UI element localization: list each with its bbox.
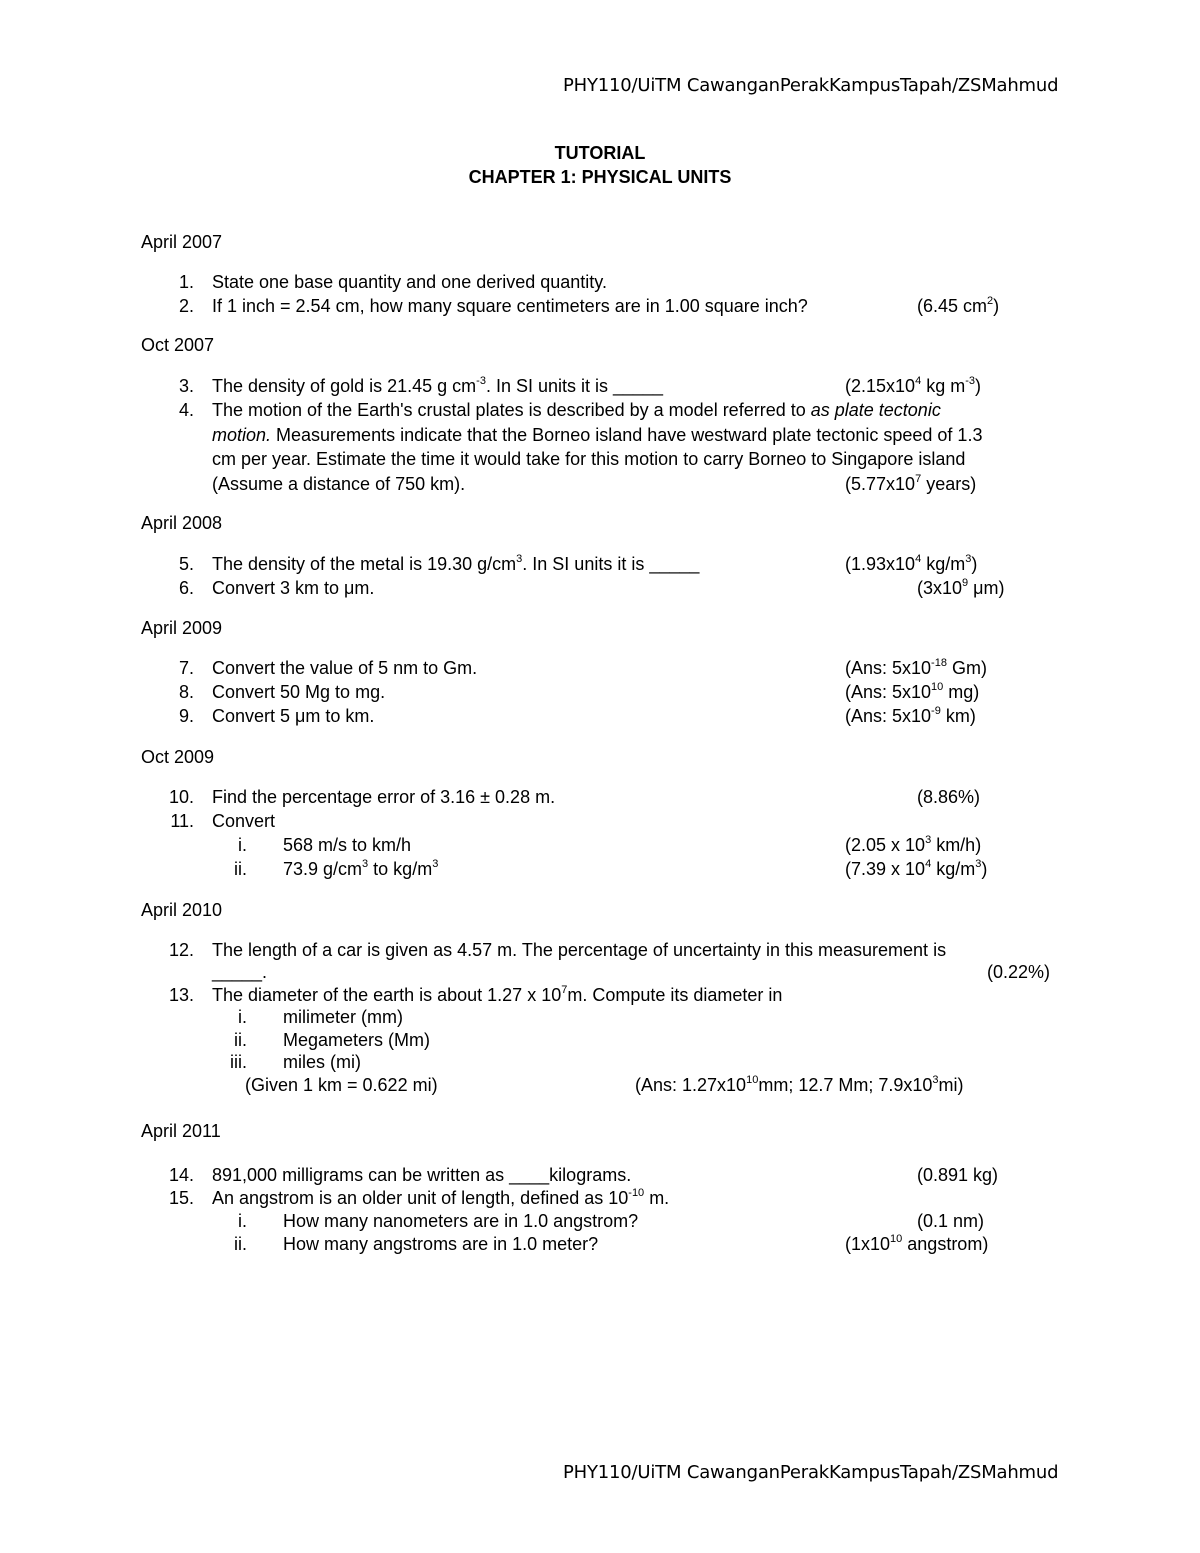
- question-text: Find the percentage error of 3.16 ± 0.28 m.: [212, 787, 556, 807]
- question-number: 8.: [178, 682, 194, 702]
- section-heading: Oct 2007: [141, 335, 215, 355]
- section-heading: April 2008: [141, 513, 223, 533]
- question-text: The diameter of the earth is about 1.27 x $10^7m$. Compute its diameter in: [212, 984, 783, 1005]
- subquestion-text: milimeter (mm): [283, 1007, 403, 1027]
- page-subtitle: CHAPTER 1: PHYSICAL UNITS: [468, 167, 732, 187]
- question-number: 1.: [178, 272, 194, 292]
- question-number: 13.: [168, 985, 194, 1005]
- answer: (0.22%): [987, 962, 1051, 982]
- section-heading: April 2007: [141, 232, 223, 252]
- question-number: 11.: [170, 811, 194, 831]
- question-text: motion. Measurements indicate that the Borneo island have westward plate tectonic speed of 1.3: [212, 425, 983, 445]
- question-text: _____.: [212, 962, 268, 982]
- question-number: 4.: [178, 400, 194, 420]
- subquestion-number: i.: [238, 1007, 247, 1027]
- subquestion-text: miles (mi): [283, 1052, 361, 1072]
- answer: (Ans: $1.27x10^{10}mm$; 12.7 Mm; $7.9x10^3mi$): [635, 1074, 964, 1095]
- section-heading: April 2010: [141, 900, 223, 920]
- question-number: 7.: [178, 658, 194, 678]
- question-number: 6.: [178, 578, 194, 598]
- question-text: State one base quantity and one derived quantity.: [212, 272, 607, 292]
- answer: (0.891 kg): [917, 1165, 999, 1185]
- question-number: 14.: [168, 1165, 194, 1185]
- question-text: The motion of the Earth's crustal plates is described by a model referred to as plate tectonic: [212, 400, 941, 420]
- question-text: Convert 50 Mg to mg.: [212, 682, 386, 702]
- question-text: Convert 3 km to μm.: [212, 578, 375, 598]
- question-text: The density of gold is 21.45 g $cm^{-3}$. In SI units it is _____: [212, 375, 664, 396]
- subquestion-text: How many angstroms are in 1.0 meter?: [283, 1234, 599, 1254]
- answer: (2.05 x $10^3$ km/h): [845, 834, 982, 855]
- section-heading: Oct 2009: [141, 747, 215, 767]
- question-text: The density of the metal is 19.30 $g/cm^3$. In SI units it is _____: [212, 553, 700, 574]
- answer: (8.86%): [917, 787, 981, 807]
- answer: ($3x10^9$ μm): [917, 577, 1005, 598]
- question-number: 9.: [178, 706, 194, 726]
- subquestion-number: i.: [238, 835, 247, 855]
- subquestion-text: 73.9 $g/cm^3$ to $kg/m^3$: [283, 858, 439, 879]
- answer: ($2.15x10^4$ kg $m^{-3}$): [845, 375, 981, 396]
- question-number: 3.: [178, 376, 194, 396]
- question-text: cm per year. Estimate the time it would take for this motion to carry Borneo to Singapore island: [212, 449, 966, 469]
- question-text: Convert 5 μm to km.: [212, 706, 375, 726]
- question-text: 891,000 milligrams can be written as ____kilograms.: [212, 1165, 632, 1185]
- given-note: (Given 1 km = 0.622 mi): [245, 1075, 438, 1095]
- question-text: The length of a car is given as 4.57 m. The percentage of uncertainty in this measurement is: [212, 940, 947, 960]
- page-header: PHY110/UiTM CawanganPerakKampusTapah/ZSMahmud: [563, 75, 1059, 96]
- question-number: 2.: [178, 296, 194, 316]
- subquestion-number: ii.: [234, 1030, 247, 1050]
- answer: ($1.93x10^4$ $kg/m^3$): [845, 553, 978, 574]
- subquestion-text: Megameters (Mm): [283, 1030, 431, 1050]
- section-heading: April 2009: [141, 618, 223, 638]
- answer: ($1x10^{10}$ angstrom): [845, 1233, 989, 1254]
- answer: (Ans: $5x10^{-18}$ Gm): [845, 657, 987, 678]
- subquestion-number: iii.: [230, 1052, 247, 1072]
- question-text: If 1 inch = 2.54 cm, how many square centimeters are in 1.00 square inch?: [212, 296, 808, 316]
- subquestion-text: How many nanometers are in 1.0 angstrom?: [283, 1211, 639, 1231]
- answer: (Ans: $5x10^{-9}$ km): [845, 705, 976, 726]
- answer: (0.1 nm): [917, 1211, 985, 1231]
- question-text: Convert: [212, 811, 276, 831]
- answer: (6.45 $cm^2$): [917, 295, 1000, 316]
- section-heading: April 2011: [141, 1121, 221, 1141]
- answer: ($5.77x10^7$ years): [845, 473, 977, 494]
- page-title: TUTORIAL: [554, 143, 646, 163]
- question-number: 10.: [168, 787, 194, 807]
- question-number: 15.: [168, 1188, 194, 1208]
- question-text: An angstrom is an older unit of length, defined as $10^{-10}$ m.: [212, 1187, 670, 1208]
- question-text: Convert the value of 5 nm to Gm.: [212, 658, 478, 678]
- page-footer: PHY110/UiTM CawanganPerakKampusTapah/ZSMahmud: [563, 1462, 1059, 1483]
- answer: (7.39 x $10^4$ $kg/m^3$): [845, 858, 988, 879]
- subquestion-number: ii.: [234, 1234, 247, 1254]
- question-text: (Assume a distance of 750 km).: [212, 474, 466, 494]
- question-number: 5.: [178, 554, 194, 574]
- question-number: 12.: [168, 940, 194, 960]
- subquestion-text: 568 m/s to km/h: [283, 835, 412, 855]
- subquestion-number: ii.: [234, 859, 247, 879]
- answer: (Ans: $5x10^{10}$ mg): [845, 681, 980, 702]
- subquestion-number: i.: [238, 1211, 247, 1231]
